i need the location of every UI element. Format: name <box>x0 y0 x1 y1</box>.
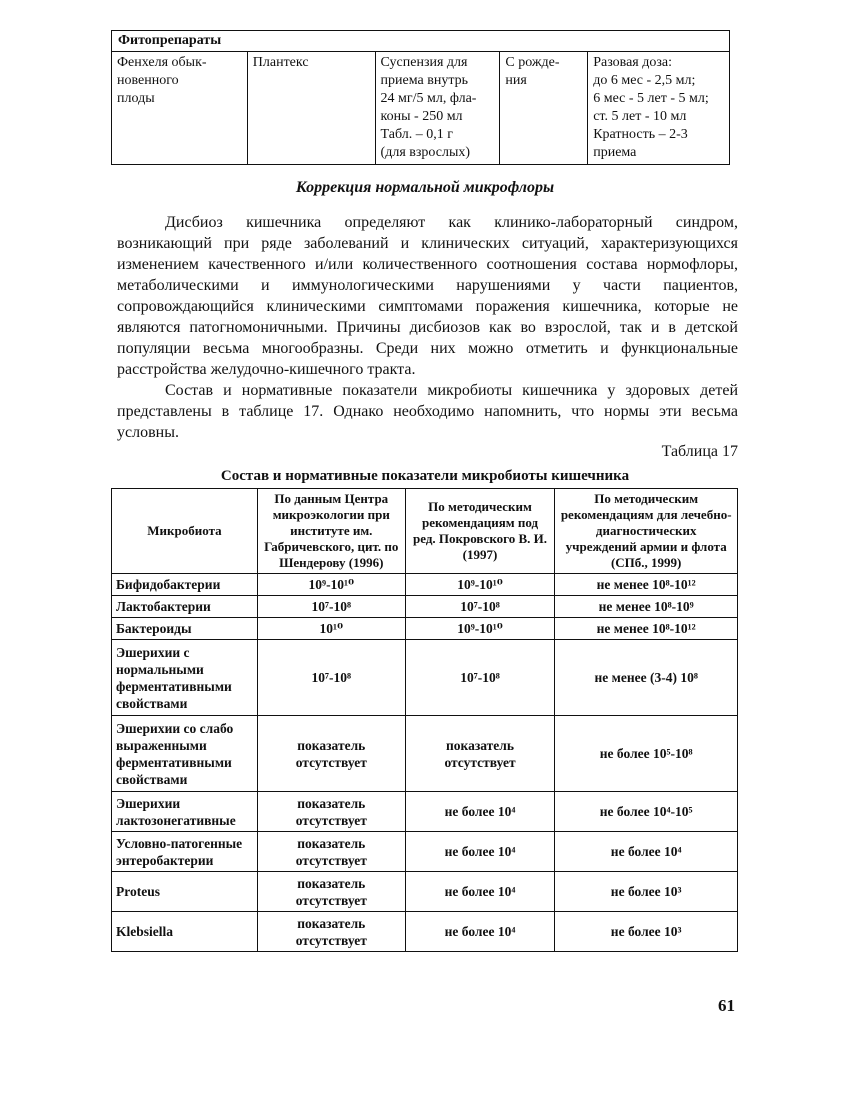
value-cell: не менее 10⁸-10⁹ <box>555 596 738 618</box>
value-cell: 10⁹-10¹⁰ <box>405 618 555 640</box>
value-cell: не более 10⁴ <box>405 832 555 872</box>
value-cell: не более 10⁴-10⁵ <box>555 792 738 832</box>
microbiota-table <box>111 488 738 952</box>
table-title: Состав и нормативные показатели микробиоты кишечника <box>220 468 630 484</box>
microbe-name: Эшерихии со слабо выраженными ферментативными свойствами <box>112 716 258 792</box>
value-cell: 10⁹-10¹⁰ <box>257 574 405 596</box>
plant-cell: Фенхеля обык- новенного плоды <box>112 52 248 165</box>
microbe-name: Эшерихии с нормальными ферментативными свойствами <box>112 640 258 716</box>
value-cell: не более 10⁴ <box>405 792 555 832</box>
header-row <box>112 489 738 574</box>
phytopreparations-table <box>111 30 730 165</box>
microbe-name: Бактероиды <box>112 618 258 640</box>
value-cell: не более 10⁴ <box>405 912 555 952</box>
form-cell: Суспензия для приема внутрь 24 мг/5 мл, фла- коны - 250 мл Табл. – 0,1 г (для взрослых) <box>375 52 500 165</box>
column-header: По методическим рекомендациям для лечебно-диагностических учреждений армии и флота (СПб., 1999) <box>555 489 738 574</box>
value-cell: 10⁷-10⁸ <box>257 640 405 716</box>
value-cell: показатель отсутствует <box>405 716 555 792</box>
column-header: По данным Центра микроэкологии при институте им. Габричевского, цит. по Шендерову (1996) <box>257 489 405 574</box>
value-cell: показатель отсутствует <box>257 912 405 952</box>
paragraph <box>117 380 738 443</box>
table-row <box>112 792 738 832</box>
value-cell: 10⁷-10⁸ <box>405 596 555 618</box>
value-cell: не менее 10⁸-10¹² <box>555 618 738 640</box>
microbe-name: Эшерихии лактозонегативные <box>112 792 258 832</box>
table-section-header: Фитопрепараты <box>112 31 730 52</box>
table-row <box>112 832 738 872</box>
value-cell: не более 10⁴ <box>405 872 555 912</box>
microbe-name: Условно-патогенные энтеробактерии <box>112 832 258 872</box>
table-row <box>112 716 738 792</box>
microbe-name: Бифидобактерии <box>112 574 258 596</box>
value-cell: 10⁷-10⁸ <box>405 640 555 716</box>
dose-cell: Разовая доза: до 6 мес - 2,5 мл; 6 мес - 5 лет - 5 мл; ст. 5 лет - 10 мл Кратность – 2-3 приема <box>588 52 730 165</box>
column-header: Микробиота <box>112 489 258 574</box>
value-cell: показатель отсутствует <box>257 872 405 912</box>
value-cell: показатель отсутствует <box>257 792 405 832</box>
section-title: Коррекция нормальной микрофлоры <box>295 179 555 196</box>
page-number: 61 <box>718 996 735 1015</box>
value-cell: не более 10³ <box>555 872 738 912</box>
value-cell: не менее (3-4) 10⁸ <box>555 640 738 716</box>
value-cell: не более 10⁴ <box>555 832 738 872</box>
table-row <box>112 912 738 952</box>
value-cell: не более 10³ <box>555 912 738 952</box>
value-cell: 10¹⁰ <box>257 618 405 640</box>
table-row <box>112 618 738 640</box>
column-header: По методическим рекомендациям под ред. Покровского В. И. (1997) <box>405 489 555 574</box>
paragraph <box>117 212 738 380</box>
value-cell: 10⁹-10¹⁰ <box>405 574 555 596</box>
microbe-name: Proteus <box>112 872 258 912</box>
paragraph-text: Состав и нормативные показатели микробиоты кишечника у здоровых детей представлены в таблице 17. Однако необходимо напомнить, что нормы эти весьма условны. <box>117 382 738 441</box>
table-row <box>112 872 738 912</box>
value-cell: показатель отсутствует <box>257 716 405 792</box>
age-cell: С рожде- ния <box>500 52 588 165</box>
value-cell: показатель отсутствует <box>257 832 405 872</box>
drug-cell: Плантекс <box>247 52 375 165</box>
microbe-name: Лактобактерии <box>112 596 258 618</box>
table-row <box>112 640 738 716</box>
value-cell: не более 10⁵-10⁸ <box>555 716 738 792</box>
paragraph-text: Дисбиоз кишечника определяют как клинико-лабораторный синдром, возникающий при ряде заболеваний и клинических ситуаций, характеризующихся изменением качественного и/или количественного соотношения состава нормофлоры, метаболическими и иммунологическими нарушениями у части пациентов, сопровождающийся клиническими симптомами поражения кишечника, которые не являются патогномоничными. Причины дисбиозов как во взрослой, так и в детской популяции весьма многообразны. Среди них можно отметить и функциональные расстройства желудочно-кишечного тракта. <box>117 214 738 378</box>
value-cell: 10⁷-10⁸ <box>257 596 405 618</box>
table-row <box>112 596 738 618</box>
table-row <box>112 574 738 596</box>
microbe-name: Klebsiella <box>112 912 258 952</box>
table-label: Таблица 17 <box>661 443 738 460</box>
table-row <box>112 52 730 165</box>
value-cell: не менее 10⁸-10¹² <box>555 574 738 596</box>
